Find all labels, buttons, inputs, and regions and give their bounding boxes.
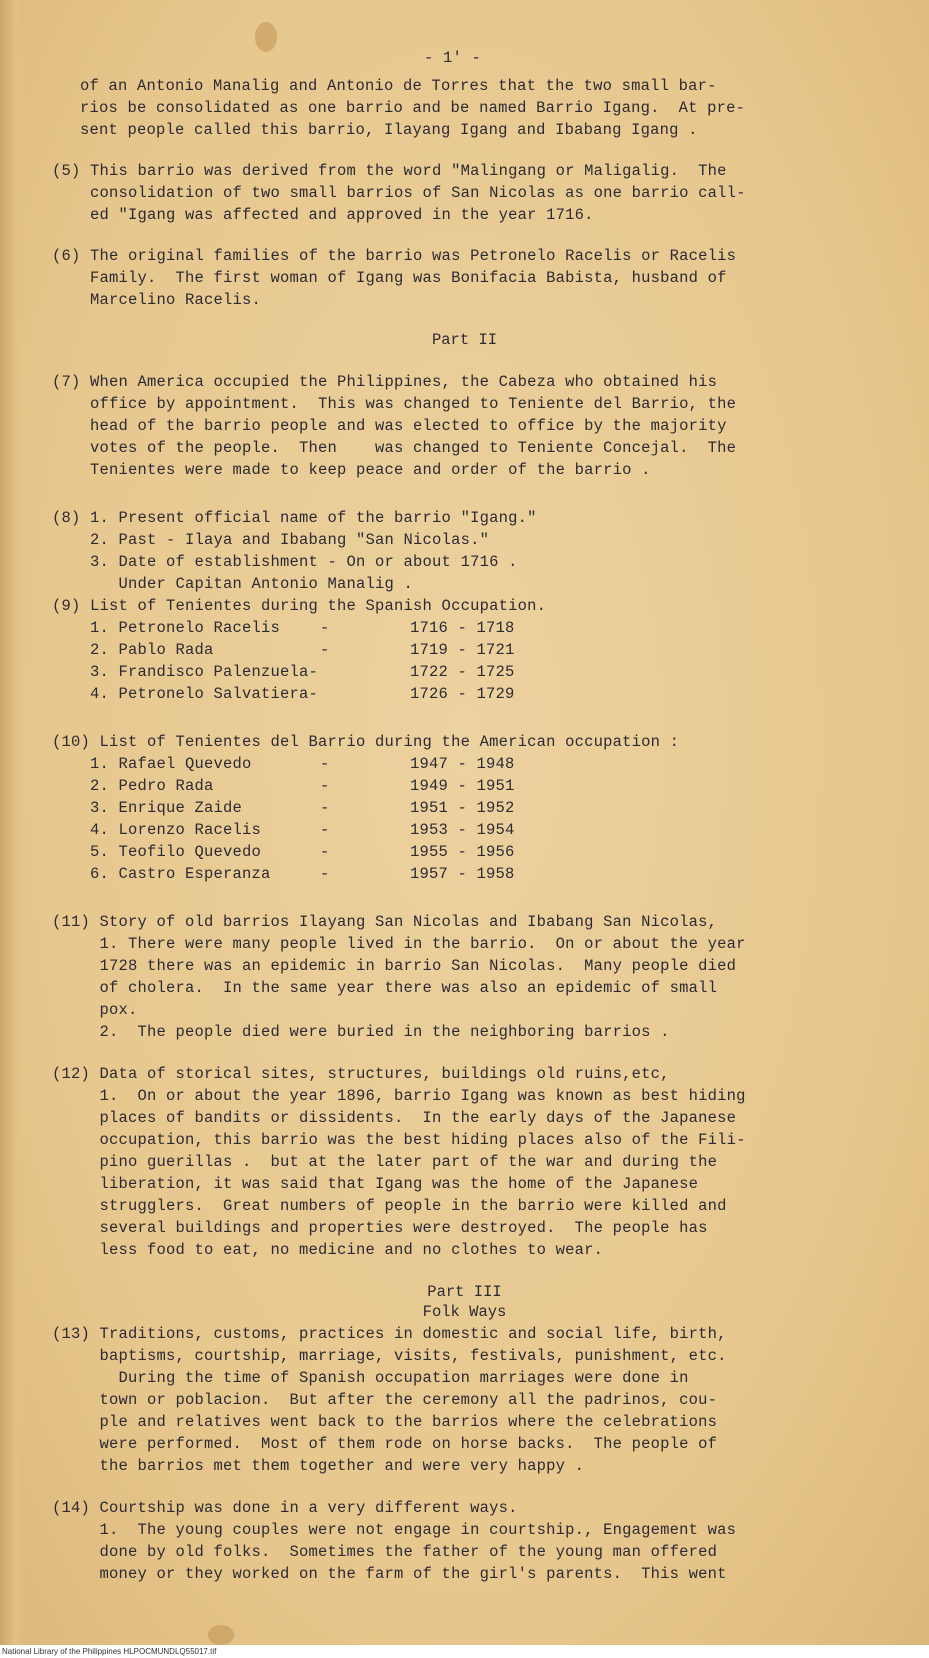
- item-12-line: less food to eat, no medicine and no clothes to wear.: [52, 1241, 604, 1259]
- item-14-line: 1. The young couples were not engage in courtship., Engagement was: [52, 1521, 737, 1539]
- ink-stain: [208, 1625, 234, 1645]
- part-two-heading: Part II: [431, 331, 498, 349]
- item-12-line: liberation, it was said that Igang was the home of the Japanese: [52, 1175, 699, 1193]
- item-11-line: of cholera. In the same year there was also an epidemic of small: [52, 979, 718, 997]
- american-teniente-dash: -: [320, 865, 330, 883]
- item-8-line: 3. Date of establishment - On or about 1716 .: [52, 553, 518, 571]
- american-teniente-years: 1955 - 1956: [410, 843, 515, 861]
- paper-edge: [0, 0, 26, 1645]
- page-number: - 1' -: [424, 49, 482, 67]
- item-12-line: several buildings and properties were destroyed. The people has: [52, 1219, 708, 1237]
- scan-footer: National Library of the Philippines HLPOCMUNDLQ55017.tif: [0, 1645, 929, 1658]
- item-7-line: votes of the people. Then was changed to Teniente Concejal. The: [52, 439, 737, 457]
- american-teniente-name: 6. Castro Esperanza: [90, 865, 271, 883]
- american-teniente-dash: -: [320, 799, 330, 817]
- item-7-line: (7) When America occupied the Philippines, the Cabeza who obtained his: [52, 373, 718, 391]
- american-teniente-dash: -: [320, 777, 330, 795]
- spanish-teniente-years: 1719 - 1721: [410, 641, 515, 659]
- item-5-line: ed "Igang was affected and approved in the year 1716.: [52, 206, 594, 224]
- spanish-teniente-name: 1. Petronelo Racelis: [90, 619, 281, 637]
- item-5-line: consolidation of two small barrios of San Nicolas as one barrio call-: [52, 184, 746, 202]
- item-8-line: (8) 1. Present official name of the barrio "Igang.": [52, 509, 537, 527]
- spanish-teniente-name: 2. Pablo Rada: [90, 641, 214, 659]
- item-13-line: baptisms, courtship, marriage, visits, festivals, punishment, etc.: [52, 1347, 727, 1365]
- american-teniente-years: 1949 - 1951: [410, 777, 515, 795]
- item-12-line: occupation, this barrio was the best hiding places also of the Fili-: [52, 1131, 746, 1149]
- intro-line: of an Antonio Manalig and Antonio de Torres that the two small bar-: [80, 77, 717, 95]
- item-13-line: were performed. Most of them rode on horse backs. The people of: [52, 1435, 718, 1453]
- intro-line: sent people called this barrio, Ilayang Igang and Ibabang Igang .: [80, 121, 698, 139]
- spanish-teniente-name: 4. Petronelo Salvatiera-: [90, 685, 319, 703]
- american-teniente-years: 1953 - 1954: [410, 821, 515, 839]
- american-teniente-name: 2. Pedro Rada: [90, 777, 214, 795]
- intro-line: rios be consolidated as one barrio and be named Barrio Igang. At pre-: [80, 99, 746, 117]
- part-three-heading: Part III: [427, 1283, 502, 1301]
- item-7-line: office by appointment. This was changed to Teniente del Barrio, the: [52, 395, 737, 413]
- item-12-line: pino guerillas . but at the later part of the war and during the: [52, 1153, 718, 1171]
- item-6-line: Marcelino Racelis.: [52, 291, 262, 309]
- item-13-line: During the time of Spanish occupation marriages were done in: [52, 1369, 689, 1387]
- american-teniente-years: 1957 - 1958: [410, 865, 515, 883]
- american-teniente-name: 3. Enrique Zaide: [90, 799, 243, 817]
- american-teniente-name: 1. Rafael Quevedo: [90, 755, 252, 773]
- item-5-line: (5) This barrio was derived from the word "Malingang or Maligalig. The: [52, 162, 727, 180]
- spanish-teniente-years: 1716 - 1718: [410, 619, 515, 637]
- spanish-teniente-dash: -: [320, 619, 330, 637]
- item-13-line: (13) Traditions, customs, practices in domestic and social life, birth,: [52, 1325, 727, 1343]
- spanish-teniente-dash: -: [320, 641, 330, 659]
- item-13-line: the barrios met them together and were very happy .: [52, 1457, 585, 1475]
- item-11-line: (11) Story of old barrios Ilayang San Nicolas and Ibabang San Nicolas,: [52, 913, 718, 931]
- item-11-line: 1. There were many people lived in the barrio. On or about the year: [52, 935, 746, 953]
- item-6-line: Family. The first woman of Igang was Bonifacia Babista, husband of: [52, 269, 727, 287]
- item-12-line: strugglers. Great numbers of people in the barrio were killed and: [52, 1197, 727, 1215]
- spanish-teniente-years: 1726 - 1729: [410, 685, 515, 703]
- item-11-line: 1728 there was an epidemic in barrio San Nicolas. Many people died: [52, 957, 737, 975]
- item-9-title: (9) List of Tenientes during the Spanish Occupation.: [52, 597, 547, 615]
- item-6-line: (6) The original families of the barrio was Petronelo Racelis or Racelis: [52, 247, 737, 265]
- item-14-line: done by old folks. Sometimes the father of the young man offered: [52, 1543, 718, 1561]
- american-teniente-name: 5. Teofilo Quevedo: [90, 843, 262, 861]
- item-12-line: places of bandits or dissidents. In the early days of the Japanese: [52, 1109, 737, 1127]
- american-teniente-dash: -: [320, 755, 330, 773]
- item-10-title: (10) List of Tenientes del Barrio during the American occupation :: [52, 733, 680, 751]
- item-7-line: Tenientes were made to keep peace and order of the barrio .: [52, 461, 651, 479]
- item-12-line: 1. On or about the year 1896, barrio Igang was known as best hiding: [52, 1087, 746, 1105]
- item-12-line: (12) Data of storical sites, structures, buildings old ruins,etc,: [52, 1065, 670, 1083]
- item-14-line: (14) Courtship was done in a very different ways.: [52, 1499, 518, 1517]
- american-teniente-dash: -: [320, 821, 330, 839]
- item-7-line: head of the barrio people and was elected to office by the majority: [52, 417, 727, 435]
- item-14-line: money or they worked on the farm of the girl's parents. This went: [52, 1565, 727, 1583]
- american-teniente-years: 1947 - 1948: [410, 755, 515, 773]
- spanish-teniente-years: 1722 - 1725: [410, 663, 515, 681]
- ink-stain: [255, 22, 277, 52]
- american-teniente-dash: -: [320, 843, 330, 861]
- item-13-line: town or poblacion. But after the ceremony all the padrinos, cou-: [52, 1391, 718, 1409]
- american-teniente-years: 1951 - 1952: [410, 799, 515, 817]
- item-8-line: 2. Past - Ilaya and Ibabang "San Nicolas.": [52, 531, 490, 549]
- item-11-line: 2. The people died were buried in the neighboring barrios .: [52, 1023, 670, 1041]
- item-11-line: pox.: [52, 1001, 138, 1019]
- item-13-line: ple and relatives went back to the barrios where the celebrations: [52, 1413, 718, 1431]
- folk-ways-heading: Folk Ways: [422, 1303, 507, 1321]
- spanish-teniente-name: 3. Frandisco Palenzuela-: [90, 663, 319, 681]
- item-8-line: Under Capitan Antonio Manalig .: [52, 575, 414, 593]
- american-teniente-name: 4. Lorenzo Racelis: [90, 821, 262, 839]
